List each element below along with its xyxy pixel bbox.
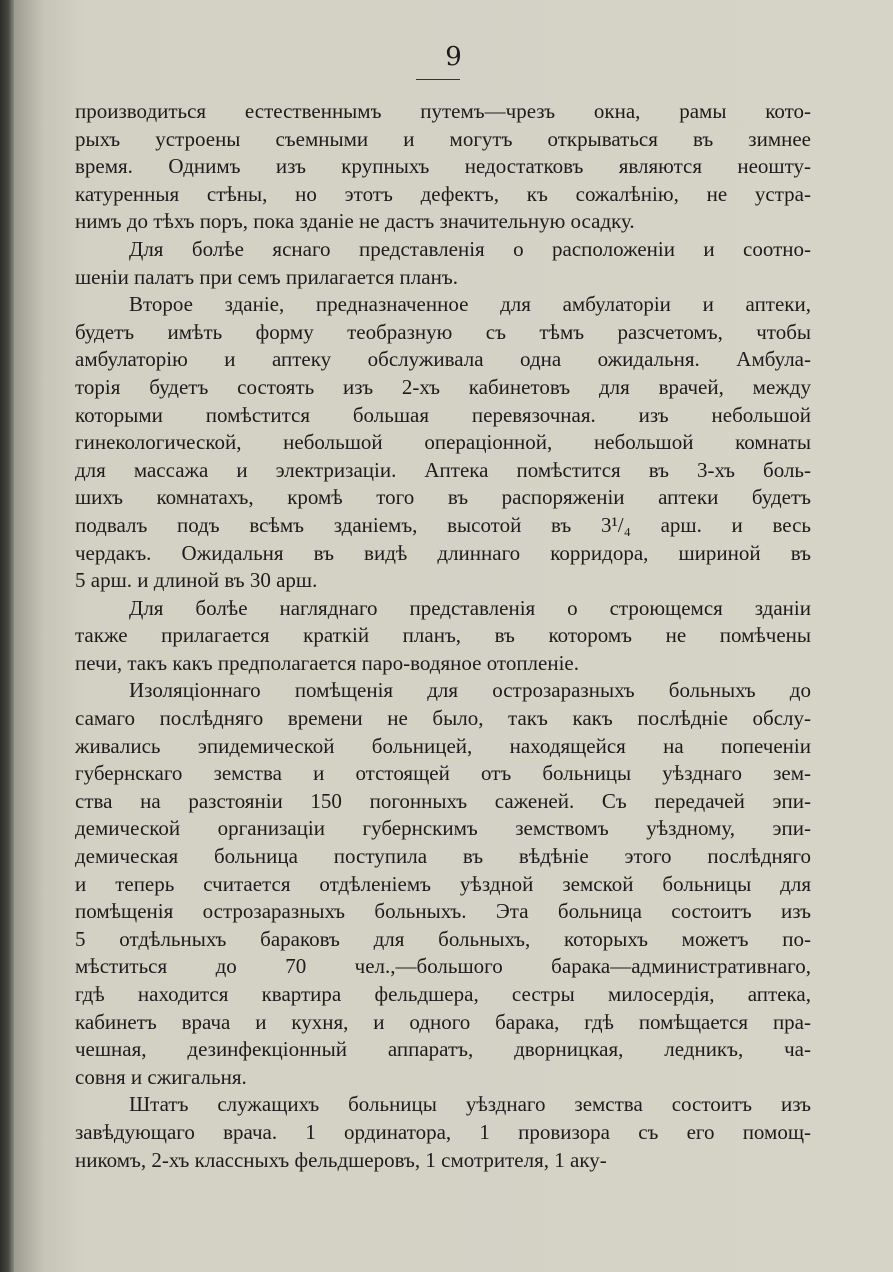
paragraph — [75, 595, 811, 678]
paragraph — [75, 98, 811, 236]
text-line: шеніи палатъ при семъ прилагается планъ. — [75, 264, 458, 289]
paragraph — [75, 236, 811, 291]
text-line: ства на разстояніи 150 погонныхъ саженей. Съ передачей эпи- — [75, 788, 811, 813]
text-line: Для болѣе нагляднаго представленія о строющемся зданіи — [129, 595, 811, 620]
page-number: 9 — [445, 42, 462, 72]
text-line: демической организаціи губернскимъ земствомъ уѣздному, эпи- — [75, 816, 811, 841]
text-line: самаго послѣдняго времени не было, такъ какъ послѣдніе обслу- — [75, 706, 811, 731]
book-page — [14, 0, 893, 1272]
text-line: шихъ комнатахъ, кромѣ того въ распоряженіи аптеки будетъ — [75, 485, 811, 510]
text-line: 5 отдѣльныхъ бараковъ для больныхъ, которыхъ можетъ по- — [75, 926, 811, 951]
paragraph — [75, 1091, 811, 1174]
text-line: для массажа и электризаціи. Аптека помѣстится въ 3-хъ боль- — [75, 457, 811, 482]
text-line: будетъ имѣть форму теобразную съ тѣмъ разсчетомъ, чтобы — [75, 319, 811, 344]
text-line: Для болѣе яснаго представленія о расположеніи и соотно- — [129, 236, 811, 261]
text-line: Второе зданіе, предназначенное для амбулаторіи и аптеки, — [129, 292, 811, 317]
page-number-rule — [416, 79, 460, 80]
text-line: Штатъ служащихъ больницы уѣзднаго земства состоитъ изъ — [129, 1092, 811, 1117]
text-line: также прилагается краткій планъ, въ которомъ не помѣчены — [75, 623, 811, 648]
text-line: печи, такъ какъ предполагается паро-водяное отопленіе. — [75, 650, 579, 675]
text-line: Изоляціоннаго помѣщенія для острозаразныхъ больныхъ до — [129, 678, 811, 703]
text-line: помѣщенія острозаразныхъ больныхъ. Эта больница состоитъ изъ — [75, 899, 811, 924]
text-line: кабинетъ врача и кухня, и одного барака, гдѣ помѣщается пра- — [75, 1009, 811, 1034]
text-line: катуренныя стѣны, но этотъ дефектъ, къ сожалѣнію, не устра- — [75, 181, 811, 206]
text-line: завѣдующаго врача. 1 ординатора, 1 провизора съ его помощ- — [75, 1119, 811, 1144]
text-line: производиться естественнымъ путемъ—чрезъ окна, рамы кото- — [75, 99, 811, 123]
text-line: 5 арш. и длиной въ 30 арш. — [75, 568, 318, 593]
paragraph — [75, 291, 811, 595]
text-line: совня и сжигальня. — [75, 1064, 247, 1089]
text-line: гинекологической, небольшой операціонной, небольшой комнаты — [75, 430, 811, 455]
text-line: никомъ, 2-хъ классныхъ фельдшеровъ, 1 смотрителя, 1 аку- — [75, 1147, 607, 1172]
text-line: нимъ до тѣхъ поръ, пока зданіе не дастъ значительную осадку. — [75, 209, 635, 234]
text-line: мѣститься до 70 чел.,—большого барака—административнаго, — [75, 954, 811, 979]
text-line: время. Однимъ изъ крупныхъ недостатковъ являются неошту- — [75, 154, 811, 179]
book-binding-edge — [0, 0, 14, 1272]
text-line: торія будетъ состоять изъ 2-хъ кабинетовъ для врачей, между — [75, 374, 811, 399]
text-line: губернскаго земства и отстоящей отъ больницы уѣзднаго зем- — [75, 761, 811, 786]
paragraph — [75, 677, 811, 1091]
text-line: которыми помѣстится большая перевязочная. изъ небольшой — [75, 402, 811, 427]
text-line: чердакъ. Ожидальня въ видѣ длиннаго корридора, шириной въ — [75, 540, 811, 565]
text-line: демическая больница поступила въ вѣдѣніе этого послѣдняго — [75, 844, 811, 869]
body-text — [75, 98, 811, 1174]
text-line: гдѣ находится квартира фельдшера, сестры милосердія, аптека, — [75, 982, 811, 1006]
text-line: живались эпидемической больницей, находящейся на попеченіи — [75, 733, 811, 758]
text-line: амбулаторію и аптеку обслуживала одна ожидальня. Амбула- — [75, 347, 811, 372]
text-line: и теперь считается отдѣленіемъ уѣздной земской больницы для — [75, 871, 811, 896]
text-line: рыхъ устроены съемными и могутъ открываться въ зимнее — [75, 126, 811, 151]
text-line: подвалъ подъ всѣмъ зданіемъ, высотой въ 3¹/₄ арш. и весь — [75, 512, 811, 537]
text-line: чешная, дезинфекціонный аппаратъ, дворницкая, ледникъ, ча- — [75, 1037, 811, 1062]
